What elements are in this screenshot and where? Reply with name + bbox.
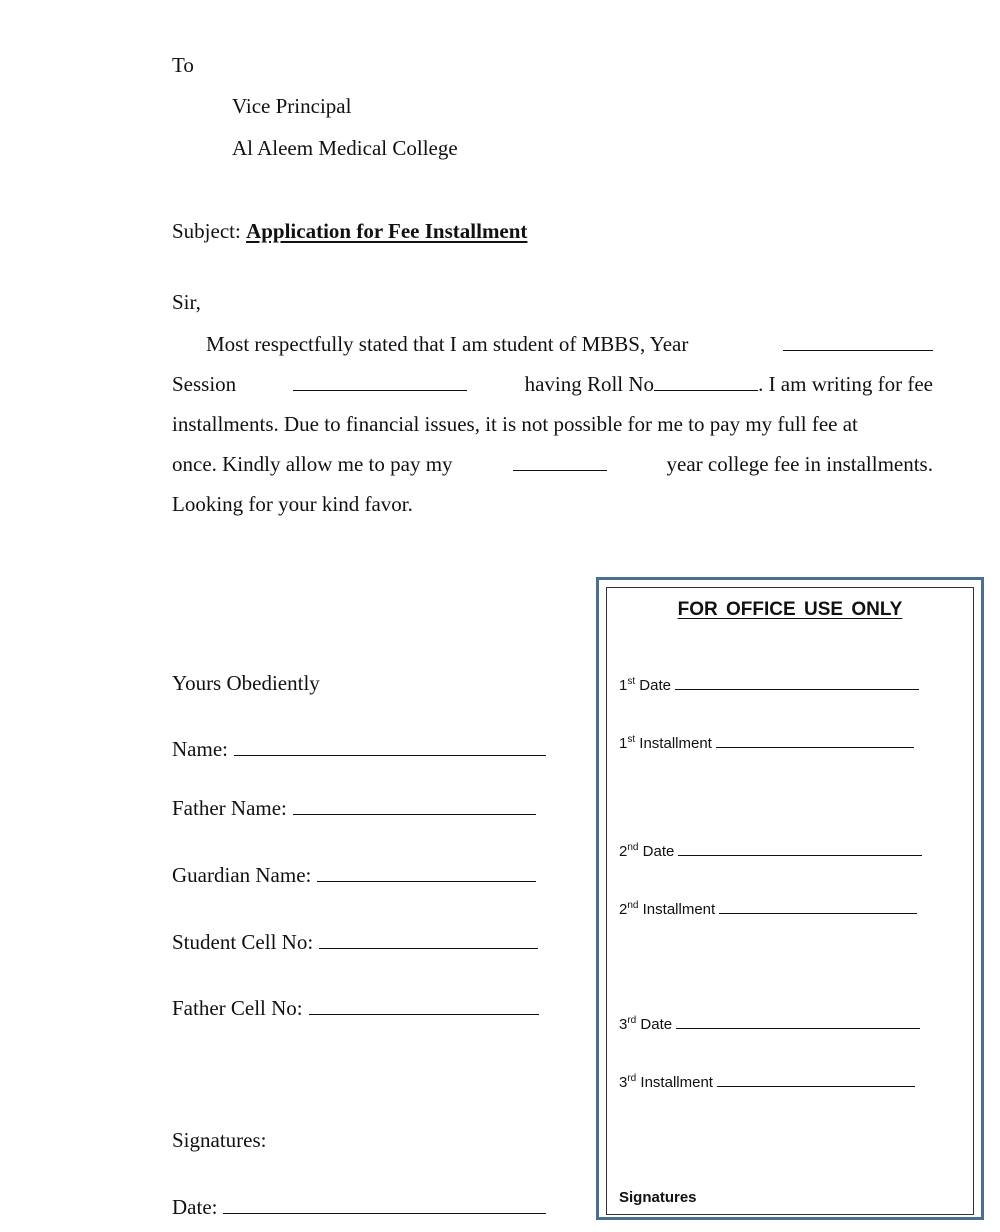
body-text [525, 374, 933, 395]
recipient-organization: Al Aleem Medical College [232, 136, 458, 160]
name-field [172, 739, 546, 760]
father-name-label: Father Name: [172, 796, 287, 820]
guardian-name-field [172, 865, 536, 886]
third-date-blank[interactable] [676, 1027, 920, 1029]
sign-off: Yours Obediently [172, 671, 320, 695]
office-row-label: 3rd Date [619, 1015, 673, 1033]
office-second-installment [619, 901, 917, 918]
office-use-title: FOR OFFICE USE ONLY [677, 599, 903, 620]
name-blank[interactable] [234, 754, 546, 756]
signatures-field [172, 1130, 273, 1151]
recipient-title: Vice Principal [232, 94, 352, 118]
body-text: Session [172, 372, 237, 396]
first-installment-blank[interactable] [716, 746, 914, 748]
name-label: Name: [172, 737, 228, 761]
subject-label: Subject: [172, 219, 241, 243]
subject-line [172, 221, 527, 242]
body-text: once. Kindly allow me to pay my [172, 452, 453, 476]
second-date-blank[interactable] [678, 854, 922, 856]
first-date-blank[interactable] [675, 688, 919, 690]
father-name-blank[interactable] [293, 813, 536, 815]
student-cell-field [172, 932, 538, 953]
body-text: year college fee in installments. [666, 452, 933, 476]
fee-year-blank[interactable] [513, 469, 607, 471]
to-label: To [172, 53, 194, 77]
date-label: Date: [172, 1195, 218, 1219]
body-line-4 [172, 454, 933, 475]
signatures-label: Signatures: [172, 1128, 267, 1152]
office-row-label: 3rd Installment [619, 1073, 713, 1091]
session-blank[interactable] [293, 389, 467, 391]
guardian-name-label: Guardian Name: [172, 863, 312, 887]
father-cell-label: Father Cell No: [172, 996, 303, 1020]
office-third-installment [619, 1074, 915, 1091]
subject-text: Application for Fee Installment [246, 219, 528, 243]
year-blank[interactable] [783, 349, 933, 351]
office-row-label: 1st Date [619, 676, 671, 694]
office-first-date [619, 677, 919, 694]
third-installment-blank[interactable] [717, 1085, 915, 1087]
body-line-5 [172, 494, 933, 515]
body-text: installments. Due to financial issues, it is not possible for me to pay my full fee at [172, 412, 858, 436]
father-cell-blank[interactable] [309, 1013, 539, 1015]
father-cell-field [172, 998, 539, 1019]
office-third-date [619, 1016, 920, 1033]
date-field [172, 1197, 546, 1218]
salutation: Sir, [172, 290, 201, 314]
office-row-label: 1st Installment [619, 734, 712, 752]
office-second-date [619, 843, 922, 860]
body-line-3 [172, 414, 933, 435]
father-name-field [172, 798, 536, 819]
office-first-installment [619, 735, 914, 752]
body-line-1 [172, 334, 933, 355]
office-signatures-label: Signatures [619, 1189, 697, 1206]
body-text: Most respectfully stated that I am student of MBBS, Year [206, 332, 689, 356]
student-cell-label: Student Cell No: [172, 930, 314, 954]
roll-no-blank[interactable] [654, 389, 758, 391]
body-text: Looking for your kind favor. [172, 492, 413, 516]
body-line-2 [172, 374, 933, 395]
guardian-name-blank[interactable] [317, 880, 536, 882]
student-cell-blank[interactable] [319, 947, 538, 949]
body-text: having Roll No [524, 372, 655, 396]
office-row-label: 2nd Date [619, 842, 675, 860]
body-text: . I am writing for fee [758, 372, 933, 396]
office-row-label: 2nd Installment [619, 900, 716, 918]
date-blank[interactable] [223, 1212, 546, 1214]
second-installment-blank[interactable] [719, 912, 917, 914]
